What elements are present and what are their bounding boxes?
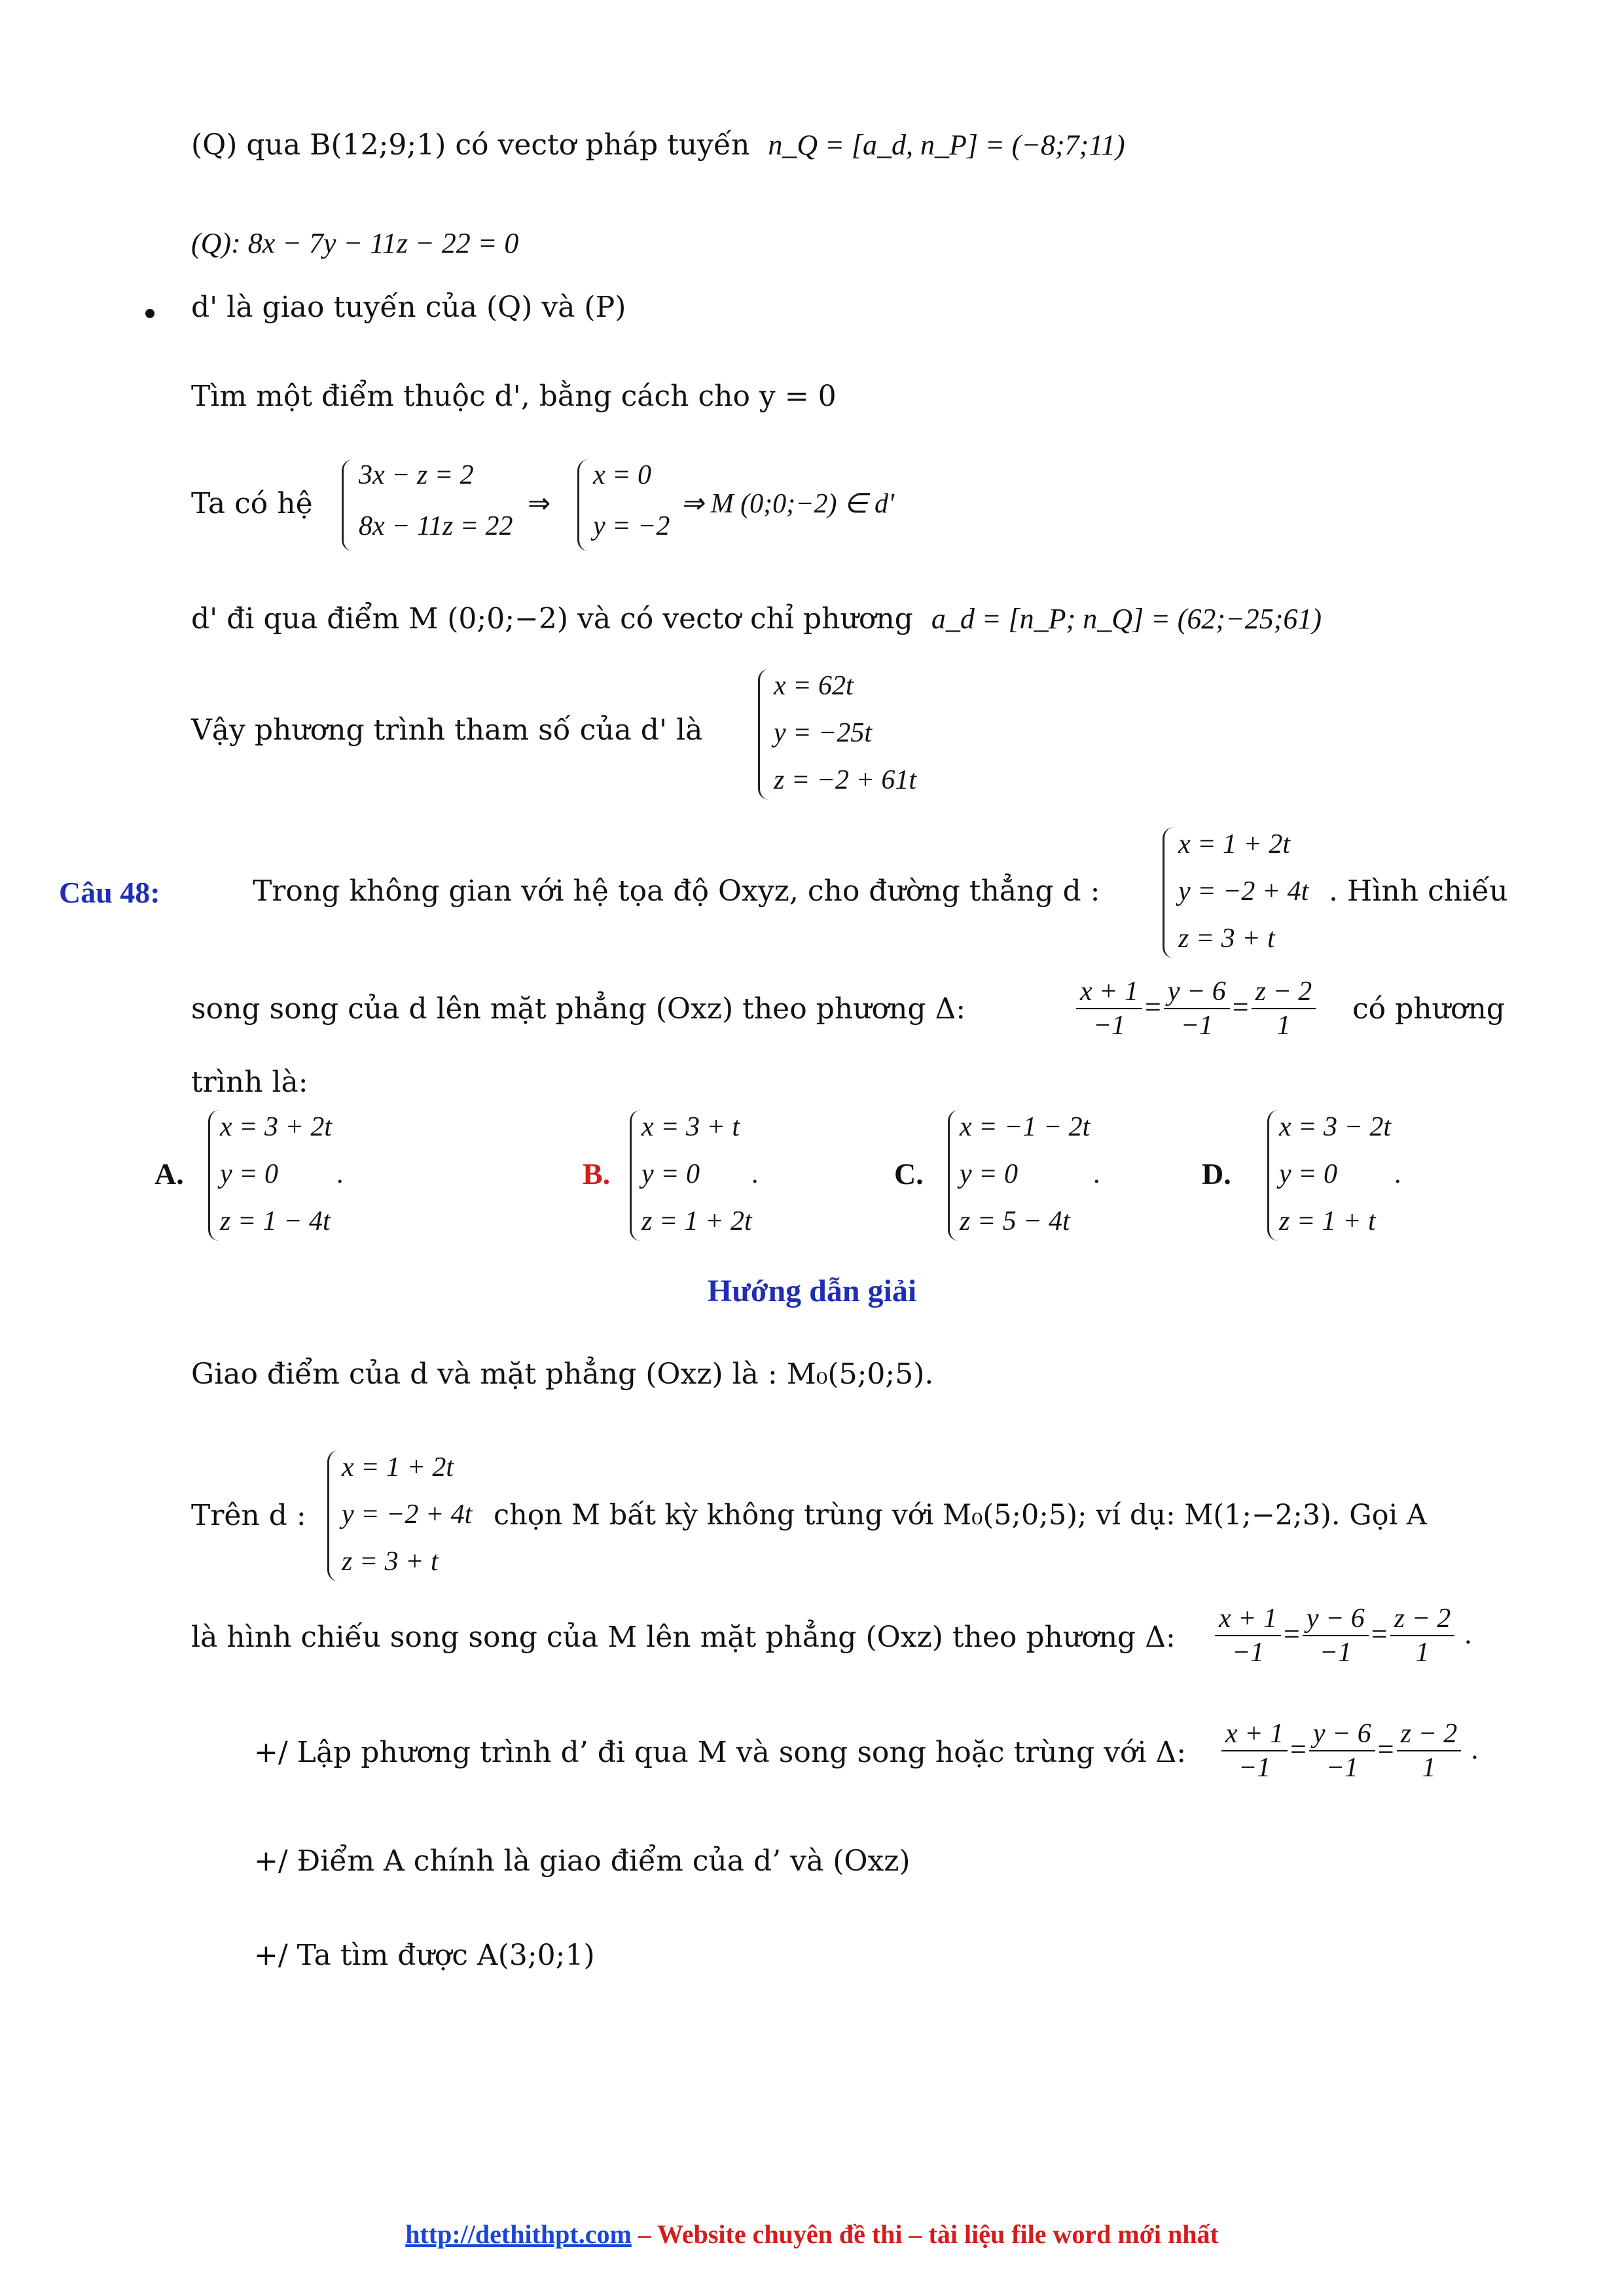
s2-sys-x: x = 1 + 2t [342,1452,454,1482]
bullet-icon [145,309,154,318]
solution-step-3-text: là hình chiếu song song của M lên mặt phẳng (Oxz) theo phương Δ: [191,1621,1176,1654]
option-a-label[interactable]: A. [154,1157,184,1191]
plane-q-equation: (Q): 8x − 7y − 11z − 22 = 0 [191,227,519,259]
d-sys-z: z = 3 + t [1178,924,1275,954]
solution-step-5: +/ Điểm A chính là giao điểm của d’ và (Oxz) [254,1844,911,1878]
option-b-line-2: y = 0 [641,1159,700,1189]
question-text-1-end: . Hình chiếu [1329,874,1508,908]
option-c-line-2: y = 0 [960,1159,1018,1189]
d-sys-x: x = 1 + 2t [1178,829,1290,859]
option-d-line-2: y = 0 [1279,1159,1337,1189]
solution-step-6: +/ Ta tìm được A(3;0;1) [254,1939,595,1972]
frac-x: $\frac{x + 1}{-1}$ [1221,1717,1288,1785]
option-b-line-3: z = 1 + 2t [641,1206,752,1236]
frac-y: $\frac{y - 6}{-1}$ [1303,1602,1369,1670]
param-y: y = −25t [774,718,872,748]
s3-fractions: $\frac{x + 1}{-1}$ = $\frac{y - 6}{-1}$ = $\frac{z - 2}{1}$ . [1212,1602,1471,1670]
question-text-1: Trong không gian với hệ tọa độ Oxyz, cho đường thẳng d : [253,874,1100,908]
brace-icon [630,1110,641,1241]
direction-vector-eq: a_d = [n_P; n_Q] = (62;−25;61) [931,603,1322,635]
brace-icon [1163,827,1174,958]
question-text-3: trình là: [191,1066,308,1099]
param-x: x = 62t [774,671,854,701]
option-c-line-1: x = −1 − 2t [960,1112,1091,1142]
delta-fractions: $\frac{x + 1}{-1}$ = $\frac{y - 6}{-1}$ = $\frac{z - 2}{1}$ [1074,975,1318,1043]
question-text-2: song song của d lên mặt phẳng (Oxz) theo phương Δ: [191,992,966,1026]
sys1-line-2: 8x − 11z = 22 [359,511,513,541]
frac-z: $\frac{z - 2}{1}$ [1252,975,1316,1043]
brace-icon [948,1110,959,1241]
plane-q-text: (Q) qua B(12;9;1) có vectơ pháp tuyến [191,128,750,162]
option-d-line-1: x = 3 − 2t [1279,1112,1391,1142]
frac-x: $\frac{x + 1}{-1}$ [1076,975,1142,1043]
s2-sys-y: y = −2 + 4t [342,1499,473,1530]
question-text-2-end: có phương [1352,992,1505,1026]
option-c-period: . [1093,1159,1100,1189]
normal-vector-eq: n_Q = [a_d, n_P] = (−8;7;11) [768,129,1125,161]
footer [0,2219,1624,2250]
frac-z: $\frac{z - 2}{1}$ [1390,1602,1455,1670]
direction-text: d' đi qua điểm M (0;0;−2) và có vectơ chỉ phương [191,602,913,636]
option-c-label[interactable]: C. [894,1157,924,1191]
question-label: Câu 48: [59,876,160,909]
option-b-period: . [751,1159,759,1189]
system-result: ⇒ M (0;0;−2) ∈ d' [681,489,895,519]
line-plane-q-normal [191,128,1125,163]
option-d-period: . [1394,1159,1401,1189]
implies-icon: ⇒ [528,489,551,519]
solution-heading: Hướng dẫn giải [707,1274,917,1308]
option-a-line-1: x = 3 + 2t [220,1112,332,1142]
s2-sys-z: z = 3 + t [342,1547,439,1577]
option-a-line-2: y = 0 [220,1159,278,1189]
s4-fractions: $\frac{x + 1}{-1}$ = $\frac{y - 6}{-1}$ = $\frac{z - 2}{1}$ . [1219,1717,1478,1785]
footer-text: – Website chuyên đề thi – tài liệu file word mới nhất [631,2219,1219,2249]
brace-icon [1267,1110,1278,1241]
d-sys-y: y = −2 + 4t [1178,876,1309,906]
option-b-line-1: x = 3 + t [641,1112,740,1142]
solution-step-2-text: chọn M bất kỳ không trùng với M₀(5;0;5); ví dụ: M(1;−2;3). Gọi A [494,1499,1427,1532]
option-b-label[interactable]: B. [583,1157,611,1191]
brace-icon [577,459,588,551]
intersection-line-text: d' là giao tuyến của (Q) và (P) [191,291,626,324]
brace-icon [342,459,353,551]
system-prefix: Ta có hệ [191,487,313,520]
option-d-label[interactable]: D. [1202,1157,1231,1191]
frac-x: $\frac{x + 1}{-1}$ [1215,1602,1281,1670]
sys2-line-1: x = 0 [593,460,651,490]
frac-y: $\frac{y - 6}{-1}$ [1164,975,1230,1043]
brace-icon [208,1110,219,1241]
find-point-text: Tìm một điểm thuộc d', bằng cách cho y = 0 [191,380,837,413]
option-a-line-3: z = 1 − 4t [220,1206,331,1236]
footer-link[interactable]: http://dethithpt.com [405,2219,632,2249]
direction-line [191,602,1322,637]
sys2-line-2: y = −2 [593,511,670,541]
param-eq-prefix: Vậy phương trình tham số của d' là [191,713,703,747]
option-c-line-3: z = 5 − 4t [960,1206,1070,1236]
solution-step-4-text: +/ Lập phương trình d’ đi qua M và song song hoặc trùng với Δ: [254,1736,1187,1769]
option-d-line-3: z = 1 + t [1279,1206,1376,1236]
frac-y: $\frac{y - 6}{-1}$ [1309,1717,1375,1785]
brace-icon [758,669,769,800]
frac-z: $\frac{z - 2}{1}$ [1397,1717,1462,1785]
brace-icon [327,1450,338,1581]
solution-step-2-prefix: Trên d : [191,1499,306,1532]
option-a-period: . [336,1159,344,1189]
param-z: z = −2 + 61t [774,765,917,795]
solution-step-1: Giao điểm của d và mặt phẳng (Oxz) là : M₀(5;0;5). [191,1357,934,1391]
sys1-line-1: 3x − z = 2 [359,460,474,490]
